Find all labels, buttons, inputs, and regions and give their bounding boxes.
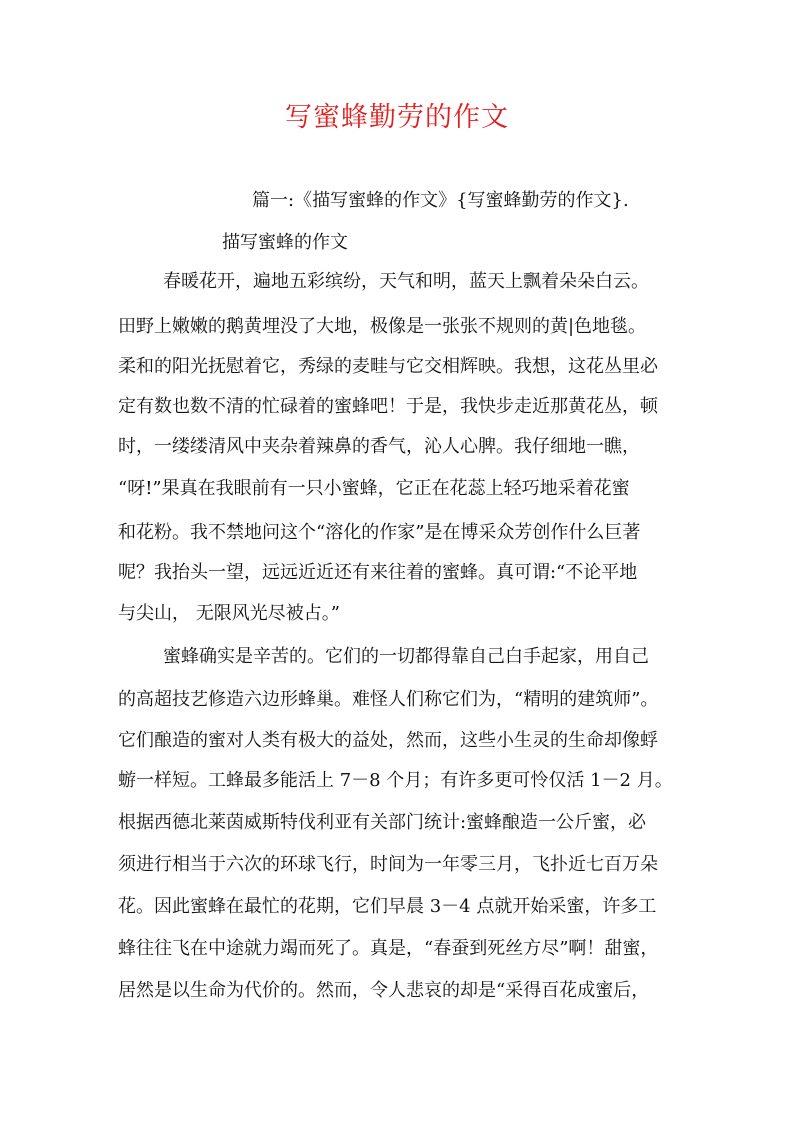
paragraph-line: “呀!”果真在我眼前有一只小蜜蜂，它正在花蕊上轻巧地采着花蜜 bbox=[118, 478, 630, 499]
article-heading: 篇一:《描写蜜蜂的作文》{写蜜蜂勤劳的作文}. bbox=[252, 190, 629, 211]
article-subheading: 描写蜜蜂的作文 bbox=[222, 232, 348, 253]
paragraph-line: 呢？我抬头一望，远远近近还有来往着的蜜蜂。真可谓:“不论平地 bbox=[118, 562, 638, 583]
paragraph-line: 居然是以生命为代价的。然而，令人悲哀的却是“采得百花成蜜后， bbox=[118, 980, 650, 1001]
paragraph-line: 定有数也数不清的忙碌着的蜜蜂吧！于是，我快步走近那黄花丛，顿 bbox=[118, 396, 658, 417]
paragraph-line: 蜜蜂确实是辛苦的。它们的一切都得靠自己白手起家，用自己 bbox=[163, 646, 649, 667]
paragraph-line: 田野上嫩嫩的鹅黄埋没了大地，极像是一张张不规则的黄|色地毯。 bbox=[118, 316, 647, 337]
paragraph-line: 花。因此蜜蜂在最忙的花期，它们早晨 3－4 点就开始采蜜，许多工 bbox=[118, 896, 657, 917]
paragraph-line: 与尖山， 无限风光尽被占。” bbox=[118, 603, 340, 624]
paragraph-line: 它们酿造的蜜对人类有极大的益处，然而，这些小生灵的生命却像蜉 bbox=[118, 730, 658, 751]
paragraph-line: 根据西德北莱茵威斯特伐利亚有关部门统计:蜜蜂酿造一公斤蜜，必 bbox=[118, 812, 647, 833]
paragraph-line: 蜂往往飞在中途就力竭而死了。真是，“春蚕到死丝方尽”啊！甜蜜， bbox=[118, 938, 659, 959]
paragraph-line: 须进行相当于六次的环球飞行，时间为一年零三月，飞扑近七百万朵 bbox=[118, 854, 658, 875]
paragraph-line: 柔和的阳光抚慰着它，秀绿的麦畦与它交相辉映。我想，这花丛里必 bbox=[118, 356, 658, 377]
paragraph-line: 春暖花开，遍地五彩缤纷，天气和明，蓝天上飘着朵朵白云。 bbox=[163, 271, 649, 292]
paragraph-line: 时，一缕缕清风中夹杂着辣鼻的香气，沁人心脾。我仔细地一瞧， bbox=[118, 436, 640, 457]
paragraph-line: 的高超技艺修造六边形蜂巢。难怪人们称它们为，“精明的建筑师”。 bbox=[118, 689, 659, 710]
document-title: 写蜜蜂勤劳的作文 bbox=[285, 102, 509, 133]
paragraph-line: 蝣一样短。工蜂最多能活上 7－8 个月；有许多更可怜仅活 1－2 月。 bbox=[118, 770, 673, 791]
paragraph-line: 和花粉。我不禁地问这个“溶化的作家”是在博采众芳创作什么巨著 bbox=[118, 522, 641, 543]
